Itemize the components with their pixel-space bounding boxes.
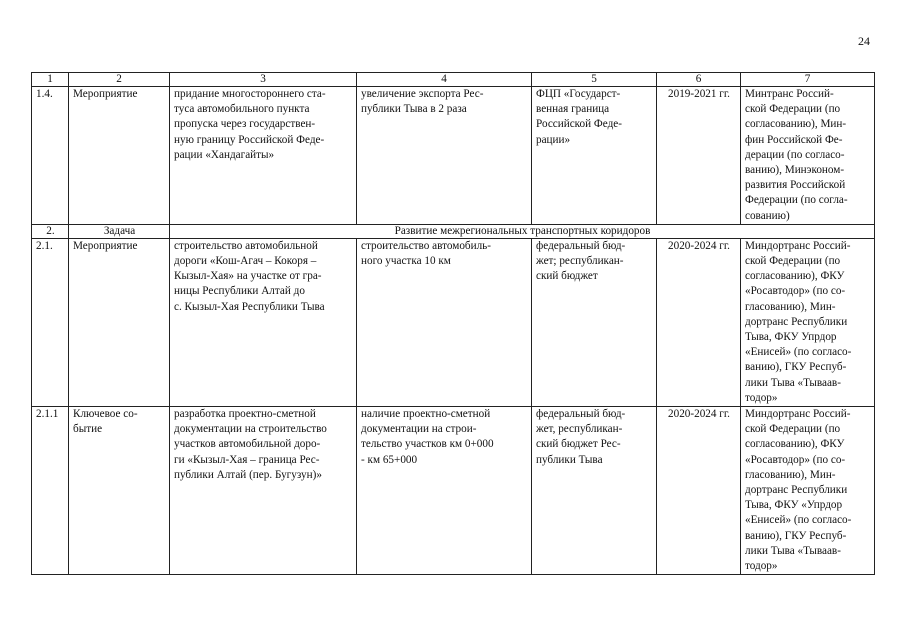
row-number: 2.1. (32, 238, 69, 406)
row-description: придание многостороннего ста- туса автомобильного пункта пропуска через государствен- ную границу Российской Феде- рации «Хандагайты» (170, 87, 357, 225)
page-number: 24 (858, 34, 870, 48)
row-number: 2. (32, 224, 69, 238)
row-number: 1.4. (32, 87, 69, 225)
row-funding-source: федеральный бюд- жет; республикан- ский бюджет (532, 238, 657, 406)
row-period: 2020-2024 гг. (657, 238, 741, 406)
row-funding-source: федеральный бюд- жет, республикан- ский бюджет Рес- публики Тыва (532, 407, 657, 575)
row-period: 2019-2021 гг. (657, 87, 741, 225)
row-description: строительство автомобильной дороги «Кош-Агач – Кокоря – Кызыл-Хая» на участке от гра- ницы Республики Алтай до с. Кызыл-Хая Республики Тыва (170, 238, 357, 406)
row-result: увеличение экспорта Рес- публики Тыва в 2 раза (357, 87, 532, 225)
column-number: 7 (741, 73, 875, 87)
column-number: 3 (170, 73, 357, 87)
table-row (32, 238, 875, 406)
row-responsible: Минтранс Россий- ской Федерации (по согласованию), Мин- фин Российской Фе- дерации (по согласо- ванию), Минэконом- развития Российской Федерации (по согла- сованию) (741, 87, 875, 225)
row-type: Мероприятие (69, 238, 170, 406)
table-row (32, 407, 875, 575)
task-row (32, 224, 875, 238)
row-period: 2020-2024 гг. (657, 407, 741, 575)
row-result: наличие проектно-сметной документации на строи- тельство участков км 0+000 - км 65+000 (357, 407, 532, 575)
column-number: 1 (32, 73, 69, 87)
column-number: 6 (657, 73, 741, 87)
row-type: Мероприятие (69, 87, 170, 225)
row-type: Ключевое со- бытие (69, 407, 170, 575)
column-number: 4 (357, 73, 532, 87)
row-type: Задача (69, 224, 170, 238)
row-responsible: Миндортранс Россий- ской Федерации (по согласованию), ФКУ «Росавтодор» (по со- гласованию), Мин- дортранс Республики Тыва, ФКУ Упрдор «Енисей» (по согласо- ванию), ГКУ Респуб- лики Тыва «Тываав- тодор» (741, 238, 875, 406)
row-responsible: Миндортранс Россий- ской Федерации (по согласованию), ФКУ «Росавтодор» (по со- гласованию), Мин- дортранс Республики Тыва, ФКУ «Упрдор «Енисей» (по согласо- ванию), ГКУ Респуб- лики Тыва «Тываав- тодор» (741, 407, 875, 575)
row-number: 2.1.1 (32, 407, 69, 575)
table-row (32, 87, 875, 225)
row-description: разработка проектно-сметной документации на строительство участков автомобильной доро- ги «Кызыл-Хая – граница Рес- публики Алтай (пер. Бугузун)» (170, 407, 357, 575)
measures-table (31, 72, 875, 575)
column-number-row (32, 73, 875, 87)
column-number: 5 (532, 73, 657, 87)
column-number: 2 (69, 73, 170, 87)
row-result: строительство автомобиль- ного участка 10 км (357, 238, 532, 406)
row-funding-source: ФЦП «Государст- венная граница Российской Феде- рации» (532, 87, 657, 225)
task-title: Развитие межрегиональных транспортных коридоров (170, 224, 875, 238)
